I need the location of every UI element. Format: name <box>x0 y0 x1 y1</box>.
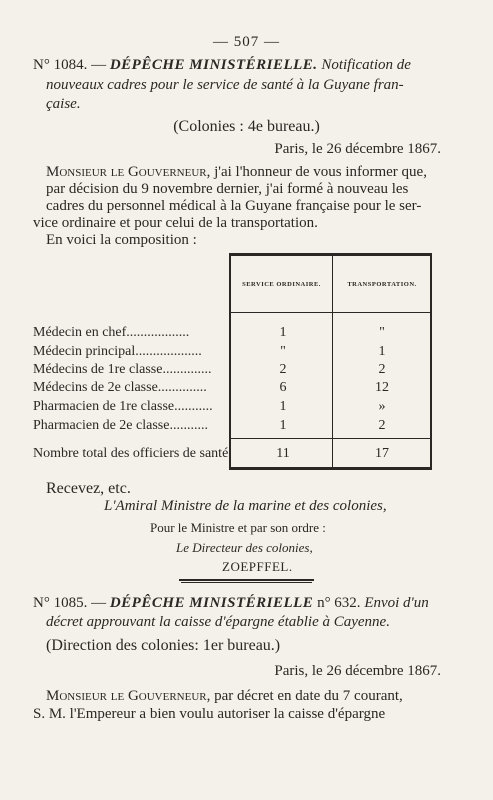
dispatch-subject-line-1: Envoi d'un <box>364 595 429 611</box>
body-text: j'ai l'honneur de vous informer que, <box>214 164 427 180</box>
section-divider <box>179 579 314 581</box>
dispatch-place-date: Paris, le 26 décembre 1867. <box>274 141 441 157</box>
dispatch-number: N° 1085. <box>33 595 88 611</box>
dispatch-subject-line-2: décret approuvant la caisse d'épargne établie à Cayenne. <box>46 614 390 630</box>
table-header-divider <box>229 312 432 313</box>
closing-name: ZOEPFFEL. <box>222 559 293 574</box>
cell-ordinaire: " <box>280 344 286 359</box>
row-label: Pharmacien de 1re classe........... <box>33 399 213 414</box>
dispatch-body-line-1 <box>46 164 442 181</box>
dispatch-ref: n° 632. <box>317 595 361 611</box>
cell-transportation: 12 <box>375 380 389 395</box>
cell-transportation: 2 <box>378 418 386 433</box>
row-label: Médecins de 1re classe.............. <box>33 362 212 377</box>
dispatch-1084-heading <box>33 57 411 74</box>
dispatch-subject-line-2: nouveaux cadres pour le service de santé à la Guyane fran- <box>46 77 404 93</box>
salutation: Monsieur le Gouverneur, <box>46 688 211 704</box>
row-label: Médecin principal................... <box>33 344 202 359</box>
total-transportation: 17 <box>375 446 389 461</box>
column-header-transportation: TRANSPORTATION. <box>347 281 417 288</box>
dispatch-dash: — <box>91 57 107 73</box>
dispatch-body-line-5: En voici la composition : <box>46 232 197 248</box>
row-label: Médecins de 2e classe.............. <box>33 380 207 395</box>
dispatch-subject-line-1: Notification de <box>321 57 411 73</box>
closing-director: Le Directeur des colonies, <box>176 540 313 555</box>
section-divider-thin <box>181 582 312 583</box>
dispatch-body-line-2: S. M. l'Empereur a bien voulu autoriser la caisse d'épargne <box>33 706 386 722</box>
dispatch-dash: — <box>91 595 107 611</box>
dispatch-place-date: Paris, le 26 décembre 1867. <box>274 663 441 679</box>
page-number: — 507 — <box>213 34 280 50</box>
dispatch-office: (Colonies : 4e bureau.) <box>173 118 320 135</box>
row-label: Pharmacien de 2e classe........... <box>33 418 208 433</box>
cell-transportation: » <box>378 399 386 414</box>
total-label: Nombre total des officiers de santé. <box>33 446 232 461</box>
cell-ordinaire: 1 <box>279 399 287 414</box>
dispatch-title: DÉPÊCHE MINISTÉRIELLE. <box>109 57 318 73</box>
table-total-divider <box>229 438 432 439</box>
cell-ordinaire: 6 <box>279 380 287 395</box>
cell-transportation: 2 <box>378 362 386 377</box>
closing-order: Pour le Ministre et par son ordre : <box>150 520 326 535</box>
row-label: Médecin en chef.................. <box>33 325 190 340</box>
dispatch-body-line-1 <box>46 688 442 705</box>
cell-ordinaire: 2 <box>279 362 287 377</box>
dispatch-body-line-2: par décision du 9 novembre dernier, j'ai formé à nouveau les <box>46 181 409 197</box>
dispatch-title: DÉPÊCHE MINISTÉRIELLE <box>109 595 314 611</box>
column-header-ordinaire: SERVICE ORDINAIRE. <box>242 281 321 288</box>
dispatch-body-line-3: cadres du personnel médical à la Guyane française pour le ser- <box>46 198 422 214</box>
dispatch-number: N° 1084. <box>33 57 88 73</box>
cell-transportation: " <box>379 325 385 340</box>
cell-transportation: 1 <box>378 344 386 359</box>
dispatch-office: (Direction des colonies: 1er bureau.) <box>46 637 281 654</box>
salutation: Monsieur le Gouverneur, <box>46 164 211 180</box>
body-text: par décret en date du 7 courant, <box>214 688 403 704</box>
closing-recevez: Recevez, etc. <box>46 480 131 497</box>
cell-ordinaire: 1 <box>279 325 287 340</box>
dispatch-body-line-4: vice ordinaire et pour celui de la transportation. <box>33 215 318 231</box>
dispatch-subject-line-3: çaise. <box>46 96 81 112</box>
total-ordinaire: 11 <box>276 446 290 461</box>
cell-ordinaire: 1 <box>279 418 287 433</box>
closing-signer: L'Amiral Ministre de la marine et des colonies, <box>104 498 387 514</box>
dispatch-1085-heading <box>33 595 429 612</box>
